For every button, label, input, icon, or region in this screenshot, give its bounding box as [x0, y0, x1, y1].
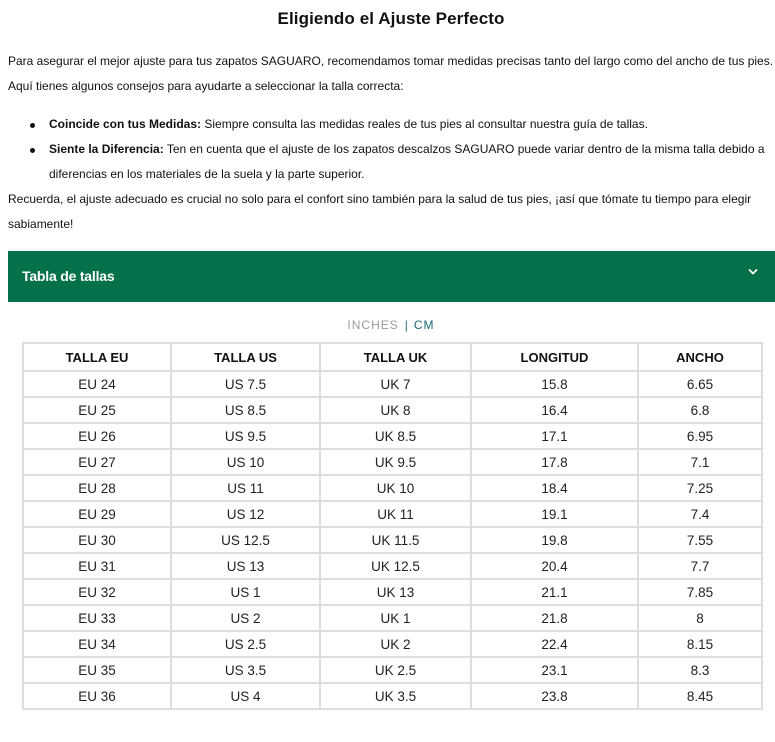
table-row [23, 527, 762, 553]
cell-length: 16.4 [471, 397, 638, 423]
size-chart-accordion[interactable] [8, 251, 775, 302]
cell-width: 7.1 [638, 449, 762, 475]
table-row [23, 605, 762, 631]
cell-uk-size: UK 3.5 [320, 683, 471, 709]
cell-width: 7.85 [638, 579, 762, 605]
accordion-title: Tabla de tallas [22, 268, 115, 284]
cell-length: 23.1 [471, 657, 638, 683]
cell-uk-size: UK 10 [320, 475, 471, 501]
cell-eu-size: EU 32 [23, 579, 171, 605]
table-row [23, 423, 762, 449]
size-table-body [23, 371, 762, 709]
cell-length: 21.8 [471, 605, 638, 631]
page-title: Eligiendo el Ajuste Perfecto [277, 9, 505, 28]
list-item [30, 137, 775, 187]
size-table [22, 342, 763, 710]
table-row [23, 501, 762, 527]
column-header-length: LONGITUD [471, 343, 638, 371]
table-row [23, 579, 762, 605]
tip-text: Siempre consulta las medidas reales de tus pies al consultar nuestra guía de tallas. [201, 117, 648, 131]
cell-us-size: US 1 [171, 579, 320, 605]
cell-uk-size: UK 7 [320, 371, 471, 397]
table-row [23, 553, 762, 579]
table-row [23, 657, 762, 683]
cell-width: 6.95 [638, 423, 762, 449]
cell-width: 7.55 [638, 527, 762, 553]
cell-length: 21.1 [471, 579, 638, 605]
cell-us-size: US 3.5 [171, 657, 320, 683]
cell-width: 7.25 [638, 475, 762, 501]
unit-toggle [0, 318, 775, 332]
table-row [23, 683, 762, 709]
table-row [23, 449, 762, 475]
cell-us-size: US 10 [171, 449, 320, 475]
tip-label: Siente la Diferencia: [49, 142, 164, 156]
cell-eu-size: EU 25 [23, 397, 171, 423]
cell-width: 7.4 [638, 501, 762, 527]
cell-eu-size: EU 36 [23, 683, 171, 709]
cell-width: 6.8 [638, 397, 762, 423]
tip-label: Coincide con tus Medidas: [49, 117, 202, 131]
cell-length: 20.4 [471, 553, 638, 579]
cell-us-size: US 7.5 [171, 371, 320, 397]
cell-length: 19.8 [471, 527, 638, 553]
cell-us-size: US 4 [171, 683, 320, 709]
table-row [23, 397, 762, 423]
list-item [30, 112, 775, 137]
cell-uk-size: UK 12.5 [320, 553, 471, 579]
cell-width: 7.7 [638, 553, 762, 579]
cell-width: 8 [638, 605, 762, 631]
unit-option-inches[interactable]: INCHES [347, 318, 399, 332]
cell-width: 6.65 [638, 371, 762, 397]
cell-eu-size: EU 24 [23, 371, 171, 397]
cell-eu-size: EU 35 [23, 657, 171, 683]
column-header-width: ANCHO [638, 343, 762, 371]
cell-eu-size: EU 30 [23, 527, 171, 553]
closing-paragraph: Recuerda, el ajuste adecuado es crucial no solo para el confort sino también para la salud de tus pies, ¡así que tómate tu tiempo para elegir sabiamente! [8, 192, 752, 231]
cell-length: 23.8 [471, 683, 638, 709]
cell-width: 8.3 [638, 657, 762, 683]
unit-option-cm[interactable]: CM [413, 318, 435, 332]
cell-uk-size: UK 11.5 [320, 527, 471, 553]
cell-uk-size: UK 9.5 [320, 449, 471, 475]
intro-paragraph: Para asegurar el mejor ajuste para tus zapatos SAGUARO, recomendamos tomar medidas precisas tanto del largo como del ancho de tus pies. [8, 54, 774, 68]
cell-length: 15.8 [471, 371, 638, 397]
tip-text: Ten en cuenta que el ajuste de los zapatos descalzos SAGUARO puede variar dentro de la misma talla debido a diferencias en los materiales de la suela y la parte superior. [49, 142, 765, 181]
cell-uk-size: UK 2 [320, 631, 471, 657]
column-header-us-size: TALLA US [171, 343, 320, 371]
table-header-row [23, 343, 762, 371]
column-header-eu-size: TALLA EU [23, 343, 171, 371]
cell-uk-size: UK 1 [320, 605, 471, 631]
cell-length: 19.1 [471, 501, 638, 527]
cell-us-size: US 9.5 [171, 423, 320, 449]
unit-separator: | [404, 318, 408, 332]
cell-uk-size: UK 11 [320, 501, 471, 527]
cell-uk-size: UK 8.5 [320, 423, 471, 449]
cell-us-size: US 12.5 [171, 527, 320, 553]
cell-length: 22.4 [471, 631, 638, 657]
cell-us-size: US 2.5 [171, 631, 320, 657]
cell-eu-size: EU 29 [23, 501, 171, 527]
cell-length: 17.8 [471, 449, 638, 475]
cell-eu-size: EU 26 [23, 423, 171, 449]
cell-width: 8.15 [638, 631, 762, 657]
cell-eu-size: EU 27 [23, 449, 171, 475]
intro-paragraph-tips: Aquí tienes algunos consejos para ayudarte a seleccionar la talla correcta: [8, 79, 404, 93]
fit-advice-section [8, 49, 775, 237]
table-row [23, 475, 762, 501]
cell-eu-size: EU 28 [23, 475, 171, 501]
cell-eu-size: EU 33 [23, 605, 171, 631]
cell-us-size: US 13 [171, 553, 320, 579]
cell-uk-size: UK 2.5 [320, 657, 471, 683]
table-row [23, 371, 762, 397]
cell-eu-size: EU 34 [23, 631, 171, 657]
column-header-uk-size: TALLA UK [320, 343, 471, 371]
table-row [23, 631, 762, 657]
cell-uk-size: UK 13 [320, 579, 471, 605]
cell-us-size: US 12 [171, 501, 320, 527]
bullet-icon [30, 123, 35, 128]
cell-us-size: US 8.5 [171, 397, 320, 423]
cell-us-size: US 2 [171, 605, 320, 631]
cell-width: 8.45 [638, 683, 762, 709]
cell-uk-size: UK 8 [320, 397, 471, 423]
cell-us-size: US 11 [171, 475, 320, 501]
cell-length: 17.1 [471, 423, 638, 449]
cell-length: 18.4 [471, 475, 638, 501]
cell-eu-size: EU 31 [23, 553, 171, 579]
chevron-down-icon[interactable] [748, 267, 758, 277]
bullet-icon [30, 148, 35, 153]
tips-list [8, 99, 775, 187]
